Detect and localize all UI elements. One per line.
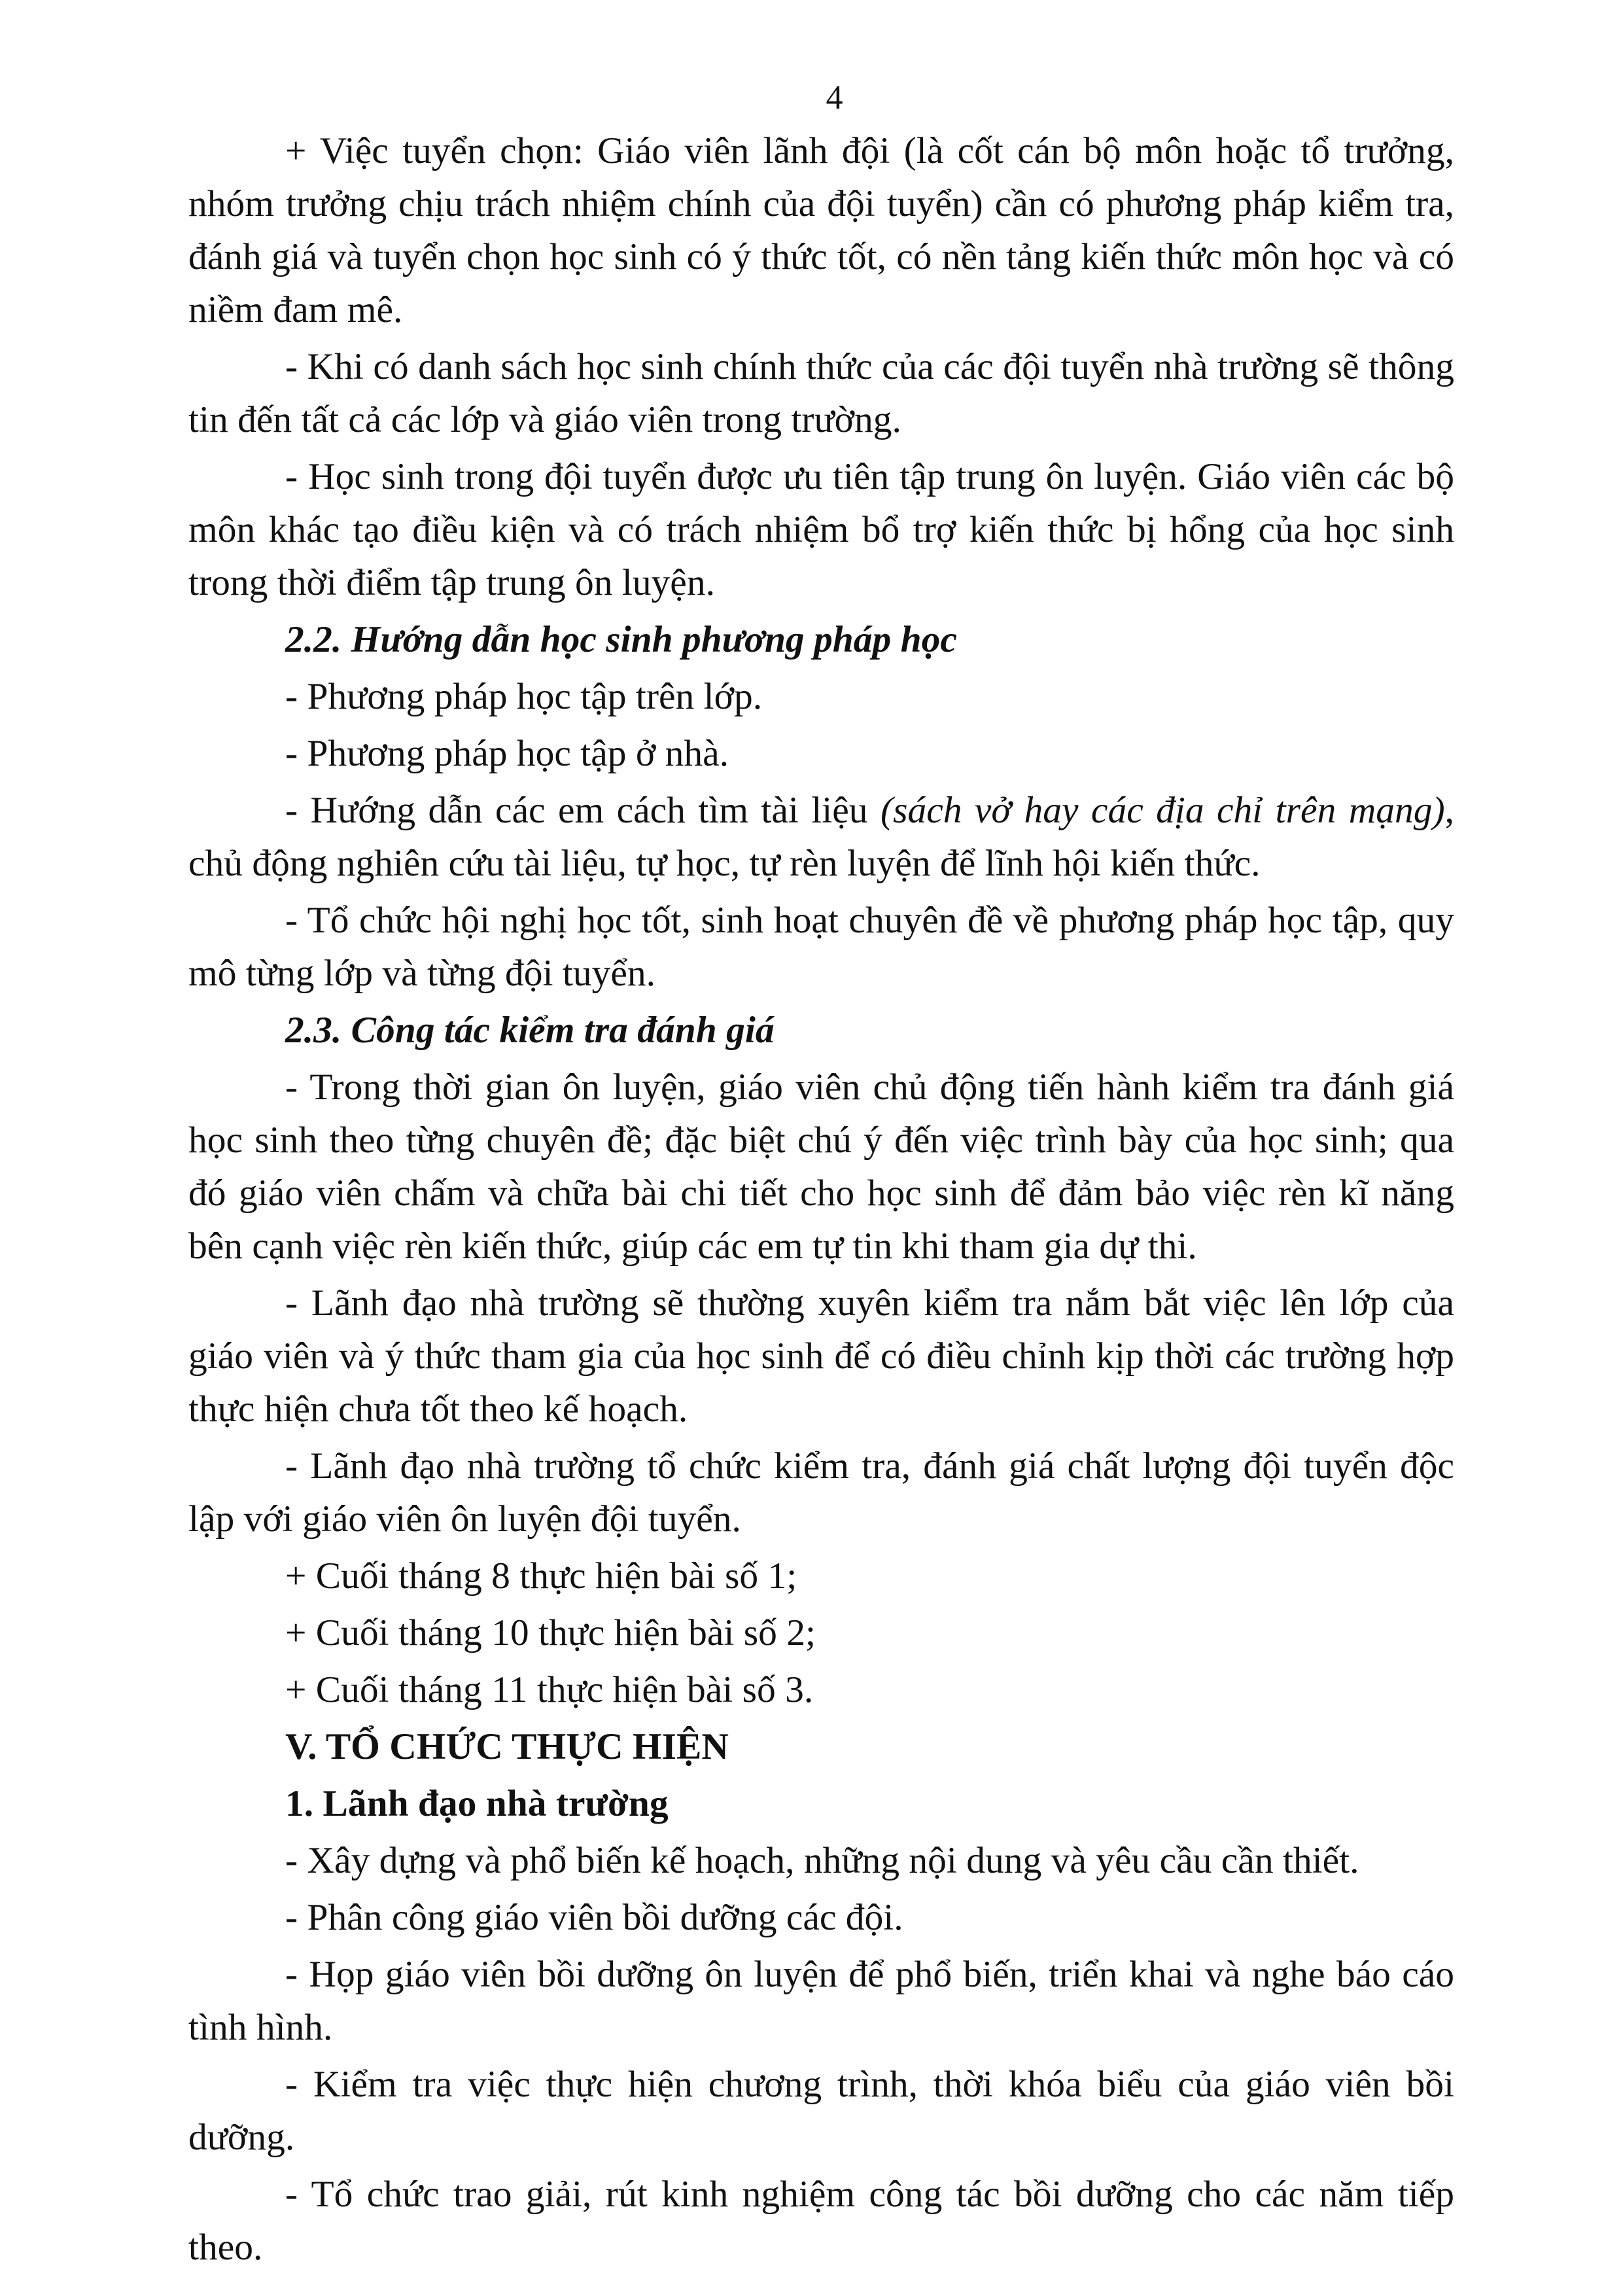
list-item-test-2: + Cuối tháng 10 thực hiện bài số 2;: [285, 1612, 816, 1653]
heading-section-v: V. TỔ CHỨC THỰC HIỆN: [285, 1726, 729, 1767]
paragraph-build-plan: - Xây dựng và phổ biến kế hoạch, những nội dung và yêu cầu cần thiết.: [285, 1840, 1359, 1881]
list-item-test-1: + Cuối tháng 8 thực hiện bài số 1;: [285, 1555, 797, 1597]
text-segment: - Hướng dẫn các em cách tìm tài liệu: [285, 790, 881, 831]
heading-2-3: 2.3. Công tác kiểm tra đánh giá: [285, 1010, 775, 1051]
document-page: [188, 72, 1454, 2274]
italic-note: (sách vở hay các địa chỉ trên mạng): [880, 790, 1445, 831]
paragraph-assign-teachers: - Phân công giáo viên bồi dưỡng các đội.: [285, 1897, 903, 1938]
text-segment: , chủ động nghiên cứu tài liệu, tự học, tự rèn luyện để lĩnh hội kiến thức.: [188, 790, 1454, 884]
paragraph-selection: + Việc tuyển chọn: Giáo viên lãnh đội (là cốt cán bộ môn hoặc tổ trưởng, nhóm trưởng chịu trách nhiệm chính của đội tuyển) cần có phương pháp kiểm tra, đánh giá và tuyển chọn học sinh có ý thức tốt, có nền tảng kiến thức môn học và có niềm đam mê.: [188, 130, 1454, 330]
page-number: 4: [826, 79, 843, 116]
paragraph-check-program: - Kiểm tra việc thực hiện chương trình, thời khóa biểu của giáo viên bồi dưỡng.: [188, 2064, 1454, 2158]
paragraph-meeting: - Họp giáo viên bồi dưỡng ôn luyện để phổ biến, triển khai và nghe báo cáo tình hình.: [188, 1954, 1454, 2048]
paragraph-awards: - Tổ chức trao giải, rút kinh nghiệm công tác bồi dưỡng cho các năm tiếp theo.: [188, 2174, 1454, 2268]
paragraph-find-materials: [188, 784, 1454, 890]
paragraph-priority-review: - Học sinh trong đội tuyển được ưu tiên tập trung ôn luyện. Giáo viên các bộ môn khác tạo điều kiện và có trách nhiệm bổ trợ kiến thức bị hổng của học sinh trong thời điểm tập trung ôn luyện.: [188, 456, 1454, 603]
paragraph-conference: - Tổ chức hội nghị học tốt, sinh hoạt chuyên đề về phương pháp học tập, quy mô từng lớp và từng đội tuyển.: [188, 900, 1454, 994]
paragraph-home-method: - Phương pháp học tập ở nhà.: [285, 733, 729, 774]
paragraph-official-list: - Khi có danh sách học sinh chính thức của các đội tuyển nhà trường sẽ thông tin đến tất cả các lớp và giáo viên trong trường.: [188, 346, 1454, 440]
heading-2-2: 2.2. Hướng dẫn học sinh phương pháp học: [285, 619, 957, 660]
paragraph-independent-eval: - Lãnh đạo nhà trường tổ chức kiểm tra, đánh giá chất lượng đội tuyển độc lập với giáo viên ôn luyện đội tuyển.: [188, 1445, 1454, 1540]
heading-leadership: 1. Lãnh đạo nhà trường: [285, 1783, 669, 1824]
paragraph-class-method: - Phương pháp học tập trên lớp.: [285, 676, 763, 717]
paragraph-testing: - Trong thời gian ôn luyện, giáo viên chủ động tiến hành kiểm tra đánh giá học sinh theo từng chuyên đề; đặc biệt chú ý đến việc trình bày của học sinh; qua đó giáo viên chấm và chữa bài chi tiết cho học sinh để đảm bảo việc rèn kĩ năng bên cạnh việc rèn kiến thức, giúp các em tự tin khi tham gia dự thi.: [188, 1067, 1454, 1267]
paragraph-leadership-check: - Lãnh đạo nhà trường sẽ thường xuyên kiểm tra nắm bắt việc lên lớp của giáo viên và ý thức tham gia của học sinh để có điều chỉnh kịp thời các trường hợp thực hiện chưa tốt theo kế hoạch.: [188, 1282, 1454, 1430]
list-item-test-3: + Cuối tháng 11 thực hiện bài số 3.: [285, 1669, 814, 1710]
